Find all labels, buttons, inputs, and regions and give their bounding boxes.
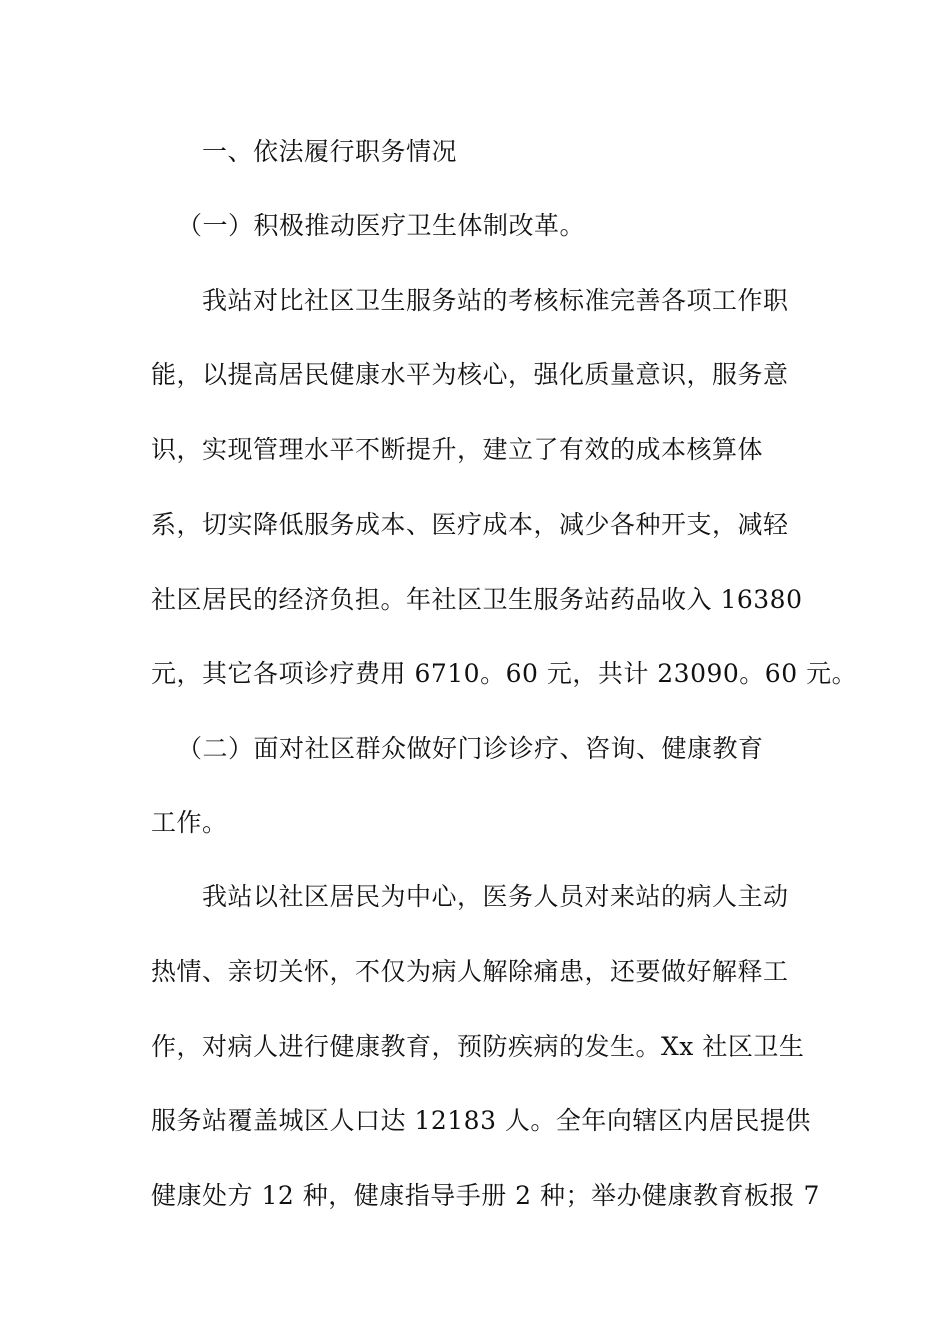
paragraph-line: 热情、亲切关怀，不仅为病人解除痛患，还要做好解释工 xyxy=(151,957,789,986)
paragraph-line: 服务站覆盖城区人口达 12183 人。全年向辖区内居民提供 xyxy=(151,1106,811,1135)
paragraph-line: 工作。 xyxy=(151,808,228,837)
paragraph-line: 健康处方 12 种，健康指导手册 2 种；举办健康教育板报 7 xyxy=(151,1181,820,1210)
paragraph-line: 我站对比社区卫生服务站的考核标准完善各项工作职 xyxy=(202,286,789,315)
paragraph-line: 我站以社区居民为中心，医务人员对来站的病人主动 xyxy=(202,882,789,911)
paragraph-line: 能，以提高居民健康水平为核心，强化质量意识，服务意 xyxy=(151,360,789,389)
section-heading: 一、依法履行职务情况 xyxy=(202,137,458,166)
paragraph-line: 元，其它各项诊疗费用 6710。60 元，共计 23090。60 元。 xyxy=(151,659,858,688)
subsection-heading-1: （一）积极推动医疗卫生体制改革。 xyxy=(177,211,586,240)
paragraph-line: 作，对病人进行健康教育，预防疾病的发生。Xx 社区卫生 xyxy=(151,1032,805,1061)
paragraph-line: 系，切实降低服务成本、医疗成本，减少各种开支，减轻 xyxy=(151,510,789,539)
paragraph-line: 社区居民的经济负担。年社区卫生服务站药品收入 16380 xyxy=(151,585,803,614)
subsection-heading-2: （二）面对社区群众做好门诊诊疗、咨询、健康教育 xyxy=(177,734,764,763)
paragraph-line: 识，实现管理水平不断提升，建立了有效的成本核算体 xyxy=(151,435,764,464)
